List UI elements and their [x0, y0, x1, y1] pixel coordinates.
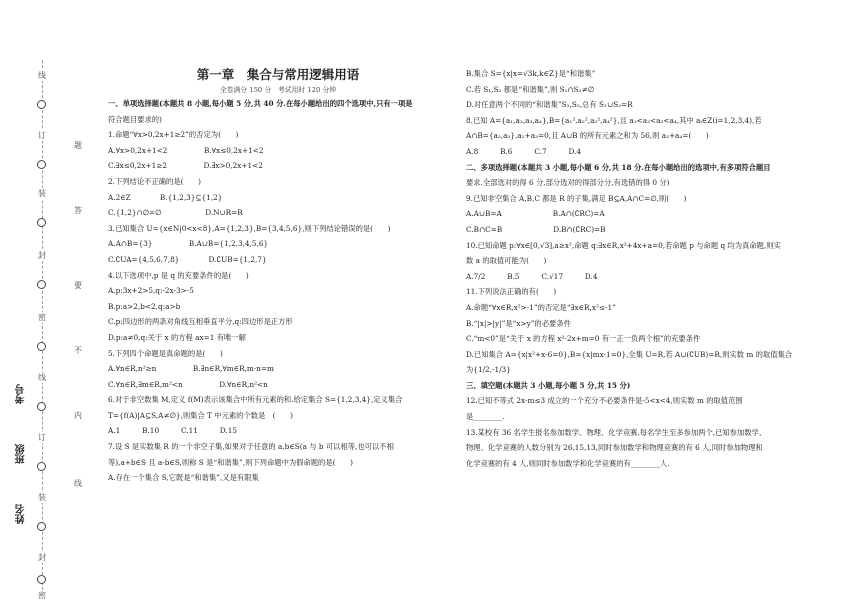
binding-hole-icon: [37, 280, 46, 289]
question-line: 3.已知集合 U={x∈N|0<x<8},A={1,2,3},B={3,4,5,6},则下列结论错误的是( ): [108, 223, 391, 233]
question-line: 为{1/2,-1/3}: [466, 365, 511, 375]
question-line: 是________.: [466, 412, 505, 422]
binding-hole-icon: [37, 342, 46, 351]
notice-char: 要: [74, 281, 82, 290]
question-line: T={f(A)|A⊆S,A≠∅},则集合 T 中元素的个数是 ( ): [108, 410, 293, 420]
question-line: 7.设 S 是实数集 R 的一个非空子集,如果对于任意的 a,b∈S(a 与 b 可以相等,也可以不相: [108, 442, 394, 452]
right-column: [466, 66, 816, 471]
seal-char: 装: [38, 493, 46, 502]
question-line: B.p:a>2,b<2,q:a>b: [108, 301, 181, 311]
binding-hole-icon: [37, 402, 46, 411]
question-line: C.B∩C=B D.B∩(∁RC)=B: [466, 224, 606, 234]
question-line: 2.下列结论不正确的是( ): [108, 176, 201, 186]
question-line: C.“m<0”是“关于 x 的方程 x²-2x+m=0 有一正一负两个根”的充要条件: [466, 334, 701, 344]
question-line: 13.某校有 36 名学生报名参加数学、物理、化学竞赛,每名学生至多参加两个,已知参加数学、: [466, 427, 767, 437]
question-line: A.∀x>0,2x+1<2 B.∀x≤0,2x+1<2: [108, 145, 264, 155]
notice-char: 不: [74, 346, 82, 355]
seal-char: 线: [38, 373, 46, 382]
binding-margin: [0, 0, 95, 608]
section-heading: 三、填空题(本题共 3 小题,每小题 5 分,共 15 分): [466, 380, 631, 390]
left-column: [108, 66, 448, 486]
class-label: 班级: [16, 444, 27, 464]
section-heading: 一、单项选择题(本题共 8 小题,每小题 5 分,共 40 分.在每小题给出的四个选项中,只有一项是: [108, 99, 413, 108]
question-line: 5.下列四个命题是真命题的是( ): [108, 348, 223, 358]
question-line: C.∀n∈R,∃m∈R,m²<n D.∀n∈R,n²<n: [108, 379, 268, 389]
question-line: B.集合 S={x|x=√3k,k∈Z}是“和谐集”: [466, 69, 596, 78]
question-line: A.A∩B={3} B.A∪B={1,2,3,4,5,6}: [108, 239, 269, 249]
seal-char: 封: [38, 251, 46, 260]
question-line: C.p:四边形的两条对角线互相垂直平分,q:四边形是正方形: [108, 317, 293, 327]
question-line: D.已知集合 A={x|x²+x-6=0},B={x|mx-1=0},全集 U=R,若 A∪(∁UB)=R,则实数 m 的取值集合: [466, 349, 793, 359]
notice-char: 题: [74, 141, 82, 150]
notice-char: 内: [74, 411, 82, 420]
seal-line: [42, 60, 43, 600]
binding-hole-icon: [37, 575, 46, 584]
question-line: C.∁UA={4,5,6,7,8} D.∁UB={1,2,7}: [108, 254, 267, 264]
seal-char: 线: [38, 71, 46, 80]
binding-hole-icon: [37, 100, 46, 109]
question-line: 11.下列说法正确的有( ): [466, 287, 557, 297]
name-label: 姓名: [16, 504, 27, 524]
question-line: 符合题目要求的): [108, 114, 162, 124]
question-line: C.{1,2}∩∅=∅ D.N∪R=R: [108, 208, 243, 218]
exam-number-label: 考号: [16, 384, 27, 404]
question-line: A.A∪B=A B.A∩(∁RC)=A: [466, 209, 605, 219]
question-line: 6.对于非空数集 M,定义 f(M)表示该集合中所有元素的和.给定集合 S={1,2,3,4},定义集合: [108, 395, 403, 405]
section-heading: 二、多项选择题(本题共 3 小题,每小题 6 分,共 18 分.在每小题给出的选项中,有多项符合题目: [466, 162, 771, 172]
question-line: 10.已知命题 p:∀x∈[0,√3],a≥x²,命题 q:∃x∈R,x²+4x+a=0,若命题 p 与命题 q 均为真命题,则实: [466, 240, 781, 250]
question-line: A.∀n∈R,n²≥n B.∃n∈R,∀m∈R,m·n=m: [108, 364, 274, 374]
question-line: A.命题“∀x∈R,x²>-1”的否定是“∃x∈R,x²≤-1”: [466, 302, 616, 312]
seal-char: 封: [38, 553, 46, 562]
question-line: 化学竞赛的有 4 人,则同时参加数学和化学竞赛的有________人.: [466, 458, 670, 468]
question-line: 8.已知 A={a₁,a₂,a₃,a₄},B={a₁²,a₂²,a₃²,a₄²},且 a₁<a₂<a₃<a₄,其中 aᵢ∈Z(i=1,2,3,4),若: [466, 115, 762, 125]
question-line: A.存在一个集合 S,它既是“和谐集”,又是有限集: [108, 473, 259, 483]
question-line: B.“|x|>|y|”是“x>y”的必要条件: [466, 318, 571, 328]
page-title: 第一章 集合与常用逻辑用语: [196, 67, 360, 82]
question-line: 要求.全部选对的得 6 分,部分选对的得部分分,有选错的得 0 分): [466, 178, 670, 188]
notice-char: 线: [74, 479, 82, 488]
question-line: C.∃x≤0,2x+1≥2 D.∃x>0,2x+1<2: [108, 161, 263, 171]
question-line: D.对任意两个不同的“和谐集”S₁,S₂,总有 S₁∪S₂=R: [466, 100, 633, 110]
seal-char: 密: [38, 313, 46, 322]
binding-hole-icon: [37, 218, 46, 227]
binding-hole-icon: [37, 522, 46, 531]
question-line: A∩B={a₂,a₃},a₁+a₃=0,且 A∪B 的所有元素之和为 56,则 a₃+a₄=( ): [466, 131, 709, 141]
question-line: A.p:3x+2>5,q:-2x-3>-5: [108, 286, 194, 296]
question-line: 1.命题“∀x>0,2x+1≥2”的否定为( ): [108, 130, 239, 140]
question-line: A.8 B.6 C.7 D.4: [466, 146, 582, 156]
binding-hole-icon: [37, 160, 46, 169]
question-line: C.若 S₁,S₂ 都是“和谐集”,则 S₁∩S₂≠∅: [466, 84, 595, 94]
seal-char: 密: [38, 591, 46, 600]
question-line: 数 a 的取值可能为( ): [466, 256, 547, 266]
seal-char: 订: [38, 433, 46, 442]
question-line: A.7/2 B.5 C.√17 D.4: [466, 271, 598, 281]
question-line: 4.以下选项中,p 是 q 的充要条件的是( ): [108, 270, 249, 280]
question-line: A.1 B.10 C.11 D.15: [108, 426, 237, 436]
question-line: 9.已知非空集合 A,B,C 都是 R 的子集,满足 B⊆A,A∩C=∅,则( ): [466, 193, 687, 203]
question-line: 等),a+b∈S 且 a-b∈S,则称 S 是“和谐集”,则下列命题中为假命题的是( ): [108, 457, 353, 467]
notice-char: 答: [74, 206, 82, 215]
question-line: A.2∈Z B.{1,2,3}⊆{1,2}: [108, 192, 223, 202]
question-line: 12.已知不等式 2x-m≤3 成立的一个充分不必要条件是-5<x<4,则实数 m 的取值范围: [466, 396, 743, 406]
question-line: 物理、化学竞赛的人数分别为 26,15,13,同时参加数学和物理竞赛的有 6 人,同时参加物理和: [466, 443, 763, 453]
seal-char: 订: [38, 131, 46, 140]
binding-hole-icon: [37, 462, 46, 471]
question-line: D.p:a≠0,q:关于 x 的方程 ax=1 有唯一解: [108, 332, 246, 342]
page-subtitle: 全卷满分 150 分 考试用时 120 分钟: [219, 86, 337, 94]
seal-char: 装: [38, 189, 46, 198]
